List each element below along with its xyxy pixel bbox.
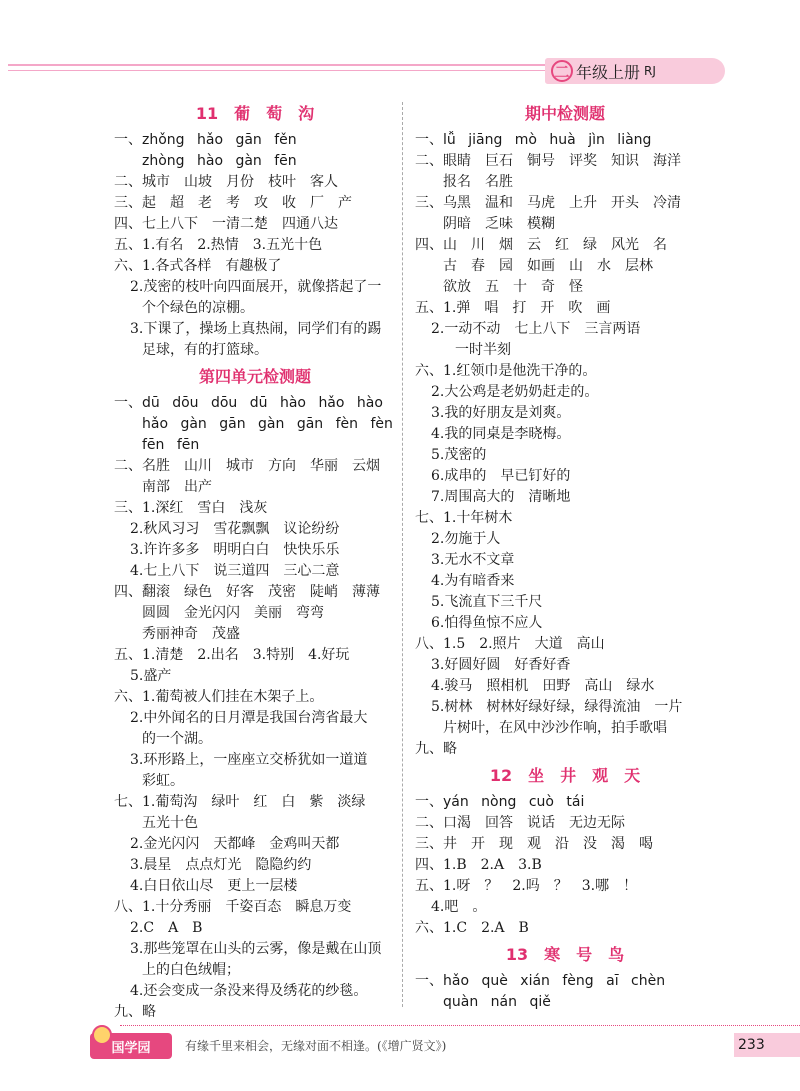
column-divider	[402, 102, 403, 1007]
pinyin-answer-line: fēn fēn	[142, 437, 200, 453]
answer-line: 3.好圆好圆 好香好香	[431, 657, 571, 673]
answer-line: 5.茂密的	[431, 447, 487, 463]
page-footer	[0, 1025, 800, 1091]
grade-tab	[545, 58, 725, 84]
answer-line: 五、1.有名 2.热情 3.五光十色	[114, 237, 323, 253]
guoxueyuan-logo: 国学园	[90, 1033, 172, 1059]
answer-line: 四、1.B 2.A 3.B	[415, 857, 542, 873]
answer-line: 四、七上八下 一清二楚 四通八达	[114, 216, 338, 232]
answer-line: 3.那些笼罩在山头的云雾，像是戴在山顶	[130, 941, 382, 957]
answer-line: 二、名胜 山川 城市 方向 华丽 云烟	[114, 458, 380, 474]
pinyin-answer-line: zhòng hào gàn fēn	[142, 153, 297, 169]
answer-line: 2.大公鸡是老奶奶赶走的。	[431, 384, 599, 400]
answer-line: 三、井 开 现 观 沿 没 渴 喝	[415, 836, 653, 852]
answer-line: 4.我的同桌是李晓梅。	[431, 426, 571, 442]
header-rule-thin	[8, 70, 548, 71]
answer-line: 五、1.弹 唱 打 开 吹 画	[415, 300, 611, 316]
answer-line: 欲放 五 十 奇 怪	[443, 279, 583, 295]
answer-line: 五光十色	[142, 815, 198, 831]
answer-line: 2.金光闪闪 天都峰 金鸡叫天都	[130, 836, 340, 852]
answer-line: 6.怕得鱼惊不应人	[431, 615, 543, 631]
answer-line: 4.骏马 照相机 田野 高山 绿水	[431, 678, 655, 694]
answer-line: 3.我的好朋友是刘爽。	[431, 405, 571, 421]
section-title: 第四单元检测题	[198, 367, 311, 386]
left-column	[114, 98, 396, 1023]
answer-line: 秀丽神奇 茂盛	[142, 626, 240, 642]
answer-line: 三、起 超 老 考 攻 收 厂 产	[114, 195, 352, 211]
pinyin-answer-line: 一、hǎo què xián fèng aī chèn	[415, 973, 666, 989]
answer-line: 4.还会变成一条没来得及绣花的纱毯。	[130, 983, 368, 999]
answer-line: 5.飞流直下三千尺	[431, 594, 543, 610]
answer-line: 3.下课了，操场上真热闹，同学们有的踢	[130, 321, 382, 337]
answer-line: 九、略	[415, 741, 457, 757]
answer-line: 六、1.各式各样 有趣极了	[114, 258, 282, 274]
answer-line: 八、1.5 2.照片 大道 高山	[415, 636, 605, 652]
answer-line: 二、眼睛 巨石 铜号 评奖 知识 海洋	[415, 153, 681, 169]
answer-line: 3.环形路上，一座座立交桥犹如一道道	[130, 752, 368, 768]
answer-line: 七、1.葡萄沟 绿叶 红 白 紫 淡绿	[114, 794, 366, 810]
answer-line: 个个绿色的凉棚。	[142, 300, 254, 316]
answer-line: 九、略	[114, 1004, 156, 1020]
answer-line: 五、1.呀 ？ 2.吗 ？ 3.哪 ！	[415, 878, 638, 894]
answer-line: 南部 出产	[142, 479, 212, 495]
answer-line: 2.茂密的枝叶向四面展开，就像搭起了一	[130, 279, 382, 295]
answer-line: 古 春 园 如画 山 水 层林	[443, 258, 653, 274]
footer-dotted-rule	[120, 1025, 800, 1026]
answer-line: 一时半刻	[455, 342, 511, 358]
answer-line: 六、1.C 2.A B	[415, 920, 529, 936]
answer-line: 片树叶，在风中沙沙作响，拍手歌唱	[443, 720, 667, 736]
answer-line: 七、1.十年树木	[415, 510, 513, 526]
page-number: 233	[734, 1033, 800, 1057]
answer-line: 2.秋风习习 雪花飘飘 议论纷纷	[130, 521, 340, 537]
answer-line: 三、乌黑 温和 马虎 上升 开头 冷清	[415, 195, 681, 211]
answer-line: 五、1.清楚 2.出名 3.特别 4.好玩	[114, 647, 350, 663]
answer-line: 彩虹。	[142, 773, 184, 789]
answer-line: 四、山 川 烟 云 红 绿 风光 名	[415, 237, 667, 253]
answer-line: 三、1.深红 雪白 浅灰	[114, 500, 268, 516]
answer-line: 4.为有暗香来	[431, 573, 515, 589]
answer-line: 报名 名胜	[443, 174, 513, 190]
page-header	[0, 58, 800, 88]
grade-circle: 二	[551, 60, 573, 82]
section-title: 期中检测题	[524, 104, 605, 123]
answer-line: 八、1.十分秀丽 千姿百态 瞬息万变	[114, 899, 352, 915]
answer-line: 4.白日依山尽 更上一层楼	[130, 878, 298, 894]
answer-line: 3.无水不文章	[431, 552, 515, 568]
answer-line: 四、翻滚 绿色 好客 茂密 陡峭 薄薄	[114, 584, 380, 600]
section-title: 13 寒 号 鸟	[505, 945, 625, 964]
answer-line: 阴暗 乏味 模糊	[443, 216, 555, 232]
answer-line: 4.七上八下 说三道四 三心二意	[130, 563, 340, 579]
pinyin-answer-line: quàn nán qiě	[443, 994, 551, 1010]
answer-line: 2.C A B	[130, 920, 203, 936]
answer-line: 上的白色绒帽；	[142, 962, 240, 978]
answer-line: 圆圆 金光闪闪 美丽 弯弯	[142, 605, 324, 621]
answer-line: 六、1.葡萄被人们挂在木架子上。	[114, 689, 324, 705]
pinyin-answer-line: 一、yán nòng cuò tái	[415, 794, 585, 810]
section-title: 11 葡 萄 沟	[195, 104, 315, 123]
answer-line: 2.勿施于人	[431, 531, 501, 547]
answer-line: 六、1.红领巾是他洗干净的。	[415, 363, 597, 379]
pinyin-answer-line: 一、lǚ jiāng mò huà jìn liàng	[415, 132, 652, 148]
section-title: 12 坐 井 观 天	[489, 766, 641, 785]
right-column	[415, 98, 715, 1013]
answer-line: 7.周围高大的 清晰地	[431, 489, 571, 505]
header-rule	[8, 64, 548, 66]
edition-label: RJ	[644, 64, 656, 78]
pinyin-answer-line: 一、zhǒng hǎo gān fěn	[114, 132, 297, 148]
footer-quote: 有缘千里来相会，无缘对面不相逢。(《增广贤文》)	[185, 1039, 447, 1053]
answer-line: 6.成串的 早已钉好的	[431, 468, 571, 484]
answer-line: 5.树林 树林好绿好绿，绿得流油 一片	[431, 699, 683, 715]
answer-line: 4.吧 。	[431, 899, 487, 915]
answer-line: 2.一动不动 七上八下 三言两语	[431, 321, 641, 337]
answer-line: 3.许许多多 明明白白 快快乐乐	[130, 542, 340, 558]
answer-line: 5.盛产	[130, 668, 172, 684]
answer-line: 2.中外闻名的日月潭是我国台湾省最大	[130, 710, 368, 726]
answer-line: 的一个湖。	[142, 731, 212, 747]
pinyin-answer-line: hǎo gàn gān gàn gān fèn fèn	[142, 416, 393, 432]
answer-line: 3.晨星 点点灯光 隐隐约约	[130, 857, 312, 873]
answer-line: 二、城市 山坡 月份 枝叶 客人	[114, 174, 338, 190]
answer-line: 足球，有的打篮球。	[142, 342, 268, 358]
answer-line: 二、口渴 回答 说话 无边无际	[415, 815, 625, 831]
mascot-icon	[92, 1025, 112, 1045]
pinyin-answer-line: 一、dū dōu dōu dū hào hǎo hào	[114, 395, 383, 411]
grade-label: 年级上册	[576, 62, 641, 82]
